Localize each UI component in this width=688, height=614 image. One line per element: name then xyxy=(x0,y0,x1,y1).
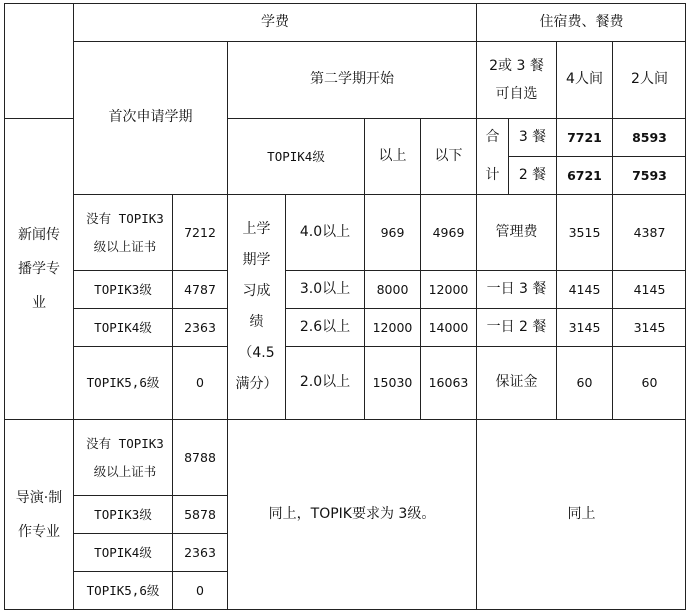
journalism-room2-1: 4387 xyxy=(613,195,686,271)
gpa-label-line-3: 习成 xyxy=(242,283,271,299)
journalism-cert-4: TOPIK5,6级 xyxy=(74,347,173,420)
meal-choice-header: 2或 3 餐可自选 xyxy=(477,42,557,119)
total-3meals-label: 3 餐 xyxy=(509,119,557,157)
journalism-item-1: 管理费 xyxy=(477,195,557,271)
journalism-fee-4: 0 xyxy=(173,347,228,420)
total-3meals-room4: 7721 xyxy=(557,119,613,157)
journalism-gpa-2: 3.0以上 xyxy=(286,271,365,309)
journalism-above-3: 12000 xyxy=(365,309,421,347)
journalism-room4-4: 60 xyxy=(557,347,613,420)
journalism-gpa-4: 2.0以上 xyxy=(286,347,365,420)
major-journalism xyxy=(5,119,74,420)
second-semester-header: 第二学期开始 xyxy=(228,42,477,119)
journalism-fee-3: 2363 xyxy=(173,309,228,347)
journalism-room4-1: 3515 xyxy=(557,195,613,271)
below-header: 以下 xyxy=(421,119,477,195)
journalism-cert-2: TOPIK3级 xyxy=(74,271,173,309)
journalism-cert-3: TOPIK4级 xyxy=(74,309,173,347)
journalism-item-4: 保证金 xyxy=(477,347,557,420)
gpa-label-line-1: 上学 xyxy=(242,221,271,237)
gpa-label-line-4: 绩 xyxy=(249,314,264,330)
total-3meals-room2: 8593 xyxy=(613,119,686,157)
journalism-item-3: 一日 2 餐 xyxy=(477,309,557,347)
journalism-room2-2: 4145 xyxy=(613,271,686,309)
journalism-cert-1: 没有 TOPIK3级以上证书 xyxy=(74,195,173,271)
major-journalism-line-3: 业 xyxy=(32,295,46,311)
directing-fee-1: 8788 xyxy=(173,420,228,496)
journalism-fee-1: 7212 xyxy=(173,195,228,271)
directing-cert-2: TOPIK3级 xyxy=(74,496,173,534)
tuition-header: 学费 xyxy=(74,4,477,42)
gpa-label-line-5: （4.5 xyxy=(238,345,275,361)
journalism-gpa-1: 4.0以上 xyxy=(286,195,365,271)
total-2meals-room2: 7593 xyxy=(613,157,686,195)
room-4-header: 4人间 xyxy=(557,42,613,119)
journalism-room4-3: 3145 xyxy=(557,309,613,347)
journalism-above-2: 8000 xyxy=(365,271,421,309)
journalism-room2-3: 3145 xyxy=(613,309,686,347)
journalism-below-4: 16063 xyxy=(421,347,477,420)
major-directing xyxy=(5,420,74,609)
directing-fee-3: 2363 xyxy=(173,534,228,572)
directing-cert-3: TOPIK4级 xyxy=(74,534,173,572)
directing-same-tuition: 同上，TOPIK要求为 3级。 xyxy=(228,420,477,609)
directing-cert-1: 没有 TOPIK3级以上证书 xyxy=(74,420,173,496)
directing-cert-4: TOPIK5,6级 xyxy=(74,572,173,609)
journalism-room2-4: 60 xyxy=(613,347,686,420)
total-2meals-label: 2 餐 xyxy=(509,157,557,195)
housing-header: 住宿费、餐费 xyxy=(477,4,686,42)
directing-same-housing: 同上 xyxy=(567,505,596,522)
journalism-above-4: 15030 xyxy=(365,347,421,420)
journalism-below-3: 14000 xyxy=(421,309,477,347)
journalism-item-2: 一日 3 餐 xyxy=(477,271,557,309)
total-label-bottom: 计 xyxy=(477,157,509,195)
journalism-below-1: 4969 xyxy=(421,195,477,271)
total-label-top: 合 xyxy=(477,119,509,157)
corner-empty-cell xyxy=(5,4,74,119)
room-2-header: 2人间 xyxy=(613,42,686,119)
total-2meals-room4: 6721 xyxy=(557,157,613,195)
topik4-header: TOPIK4级 xyxy=(228,119,365,195)
first-semester-header: 首次申请学期 xyxy=(74,42,228,195)
major-directing-line-2: 作专业 xyxy=(18,523,60,540)
major-journalism-line-2: 播学专 xyxy=(18,261,60,277)
major-directing-line-1: 导演·制 xyxy=(15,489,63,506)
gpa-label xyxy=(228,195,286,420)
above-header: 以上 xyxy=(365,119,421,195)
journalism-room4-2: 4145 xyxy=(557,271,613,309)
gpa-label-line-6: 满分） xyxy=(235,376,278,392)
journalism-fee-2: 4787 xyxy=(173,271,228,309)
journalism-below-2: 12000 xyxy=(421,271,477,309)
major-journalism-line-1: 新闻传 xyxy=(18,227,60,243)
fee-table xyxy=(4,3,686,610)
journalism-gpa-3: 2.6以上 xyxy=(286,309,365,347)
directing-fee-2: 5878 xyxy=(173,496,228,534)
directing-fee-4: 0 xyxy=(173,572,228,609)
journalism-above-1: 969 xyxy=(365,195,421,271)
gpa-label-line-2: 期学 xyxy=(242,252,271,268)
